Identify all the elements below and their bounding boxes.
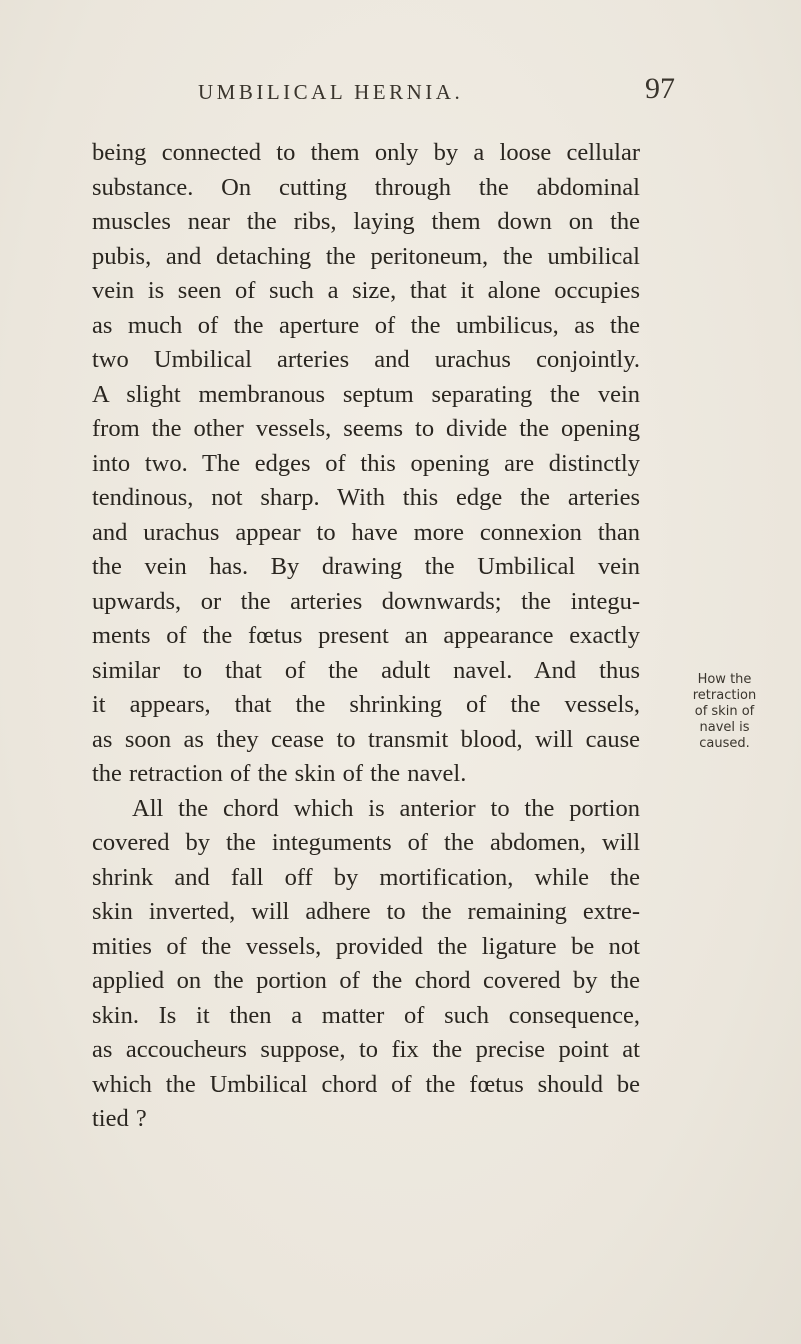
running-head [0, 72, 801, 110]
text-line: applied on the portion of the chord covered by the [92, 967, 640, 994]
text-line: shrink and fall off by mortification, while the [92, 863, 640, 891]
text-line: into two. The edges of this opening are distinctly [92, 449, 640, 477]
text-line: it appears, that the shrinking of the vessels, [92, 691, 640, 718]
text-line: being connected to them only by a loose cellular [92, 139, 640, 166]
text-line: the vein has. By drawing the Umbilical vein [92, 553, 640, 580]
text-line: mities of the vessels, provided the ligature be not [92, 932, 640, 960]
text-line: All the chord which is anterior to the portion [132, 794, 640, 822]
margin-note-line: retraction [692, 688, 757, 703]
text-line: skin. Is it then a matter of such consequence, [92, 1001, 640, 1029]
text-line: from the other vessels, seems to divide the opening [92, 415, 640, 442]
text-line: tendinous, not sharp. With this edge the arteries [92, 484, 640, 511]
text-line: muscles near the ribs, laying them down on the [92, 208, 640, 235]
text-line: as accoucheurs suppose, to fix the precise point at [92, 1036, 640, 1063]
text-line: upwards, or the arteries downwards; the integu- [92, 587, 640, 615]
text-line: A slight membranous septum separating the vein [92, 380, 640, 408]
text-line: tied ? [92, 1105, 147, 1132]
page-number: 97 [645, 72, 675, 105]
text-line: as much of the aperture of the umbilicus, as the [92, 311, 640, 339]
margin-note-line: caused. [699, 736, 750, 751]
running-title: UMBILICAL HERNIA. [198, 80, 464, 104]
text-line: as soon as they cease to transmit blood, will cause [92, 725, 640, 753]
text-line: the retraction of the skin of the navel. [92, 760, 467, 787]
text-line: two Umbilical arteries and urachus conjointly. [92, 346, 640, 373]
text-line: which the Umbilical chord of the fœtus should be [92, 1070, 640, 1098]
text-line: substance. On cutting through the abdominal [92, 173, 640, 201]
text-line: similar to that of the adult navel. And thus [92, 656, 640, 684]
text-line: vein is seen of such a size, that it alone occupies [92, 277, 640, 304]
margin-note-line: navel is [699, 720, 750, 735]
margin-note [652, 672, 797, 752]
text-line: ments of the fœtus present an appearance exactly [92, 622, 640, 649]
body-text [92, 136, 640, 1137]
text-line: and urachus appear to have more connexion than [92, 518, 640, 546]
margin-note-line: of skin of [694, 704, 755, 719]
text-line: skin inverted, will adhere to the remaining extre- [92, 898, 640, 925]
margin-note-line: How the [697, 672, 752, 687]
text-line: pubis, and detaching the peritoneum, the umbilical [92, 242, 640, 270]
text-line: covered by the integuments of the abdomen, will [92, 829, 640, 856]
